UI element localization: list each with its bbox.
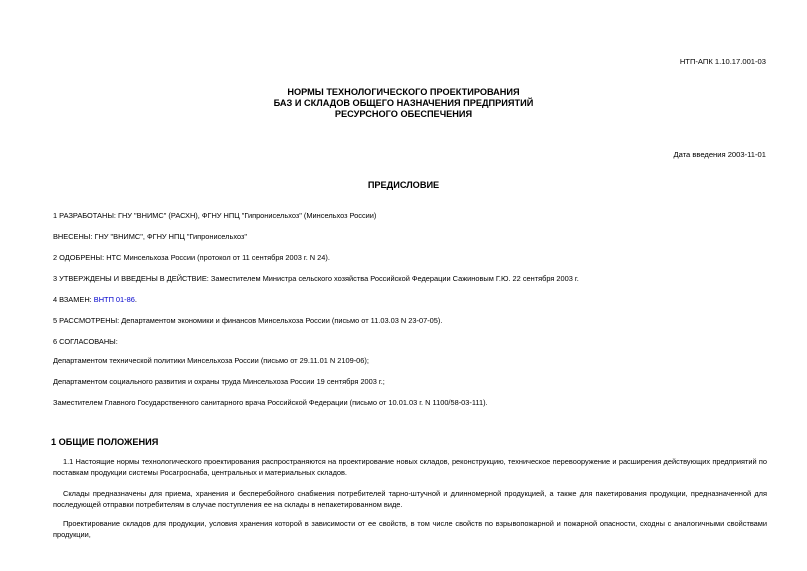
preface-replaced [53, 295, 137, 305]
introduction-date: Дата введения 2003-11-01 [673, 150, 766, 159]
document-title [0, 87, 807, 120]
preface-developed: 1 РАЗРАБОТАНЫ: ГНУ "ВНИМС" (РАСХН), ФГНУ НПЦ "Гипронисельхоз" (Минсельхоз России) [53, 211, 377, 220]
preface-enacted: 3 УТВЕРЖДЕНЫ И ВВЕДЕНЫ В ДЕЙСТВИЕ: Заместителем Министра сельского хозяйства Российской Федерации Сажиновым Г.Ю. 22 сентября 2003 г. [53, 274, 579, 283]
preface-reviewed: 5 РАССМОТРЕНЫ: Департаментом экономики и финансов Минсельхоза России (письмо от 11.03.03 N 23-07-05). [53, 316, 443, 325]
section-1-heading: 1 ОБЩИЕ ПОЛОЖЕНИЯ [51, 437, 159, 447]
preface-agreed-item-3: Заместителем Главного Государственного санитарного врача Российской Федерации (письмо от 10.01.03 г. N 1100/58-03-111). [53, 398, 488, 407]
replaced-prefix: 4 ВЗАМЕН: [53, 295, 94, 304]
preface-heading: ПРЕДИСЛОВИЕ [367, 180, 440, 190]
replaced-suffix: . [134, 295, 137, 304]
vntp-01-86-link[interactable]: ВНТП 01-86 [93, 295, 135, 304]
preface-approved: 2 ОДОБРЕНЫ: НТС Минсельхоза России (протокол от 11 сентября 2003 г. N 24). [53, 253, 330, 262]
document-code: НТП-АПК 1.10.17.001-03 [679, 57, 766, 66]
title-line-1: НОРМЫ ТЕХНОЛОГИЧЕСКОГО ПРОЕКТИРОВАНИЯ [287, 87, 520, 97]
preface-agreed-item-1: Департаментом технической политики Минсельхоза России (письмо от 29.11.01 N 2109-06); [53, 356, 369, 365]
section-1-paragraph-1: 1.1 Настоящие нормы технологического проектирования распространяются на проектирование новых складов, реконструкцию, техническое перевооружение и расширения действующих предприятий по поставкам продукции системы Росагроснаба, центральных и материальных складов. [53, 457, 767, 477]
preface-agreed: 6 СОГЛАСОВАНЫ: [53, 337, 118, 346]
title-line-2: БАЗ И СКЛАДОВ ОБЩЕГО НАЗНАЧЕНИЯ ПРЕДПРИЯТИЙ [273, 98, 534, 108]
section-1-paragraph-3: Проектирование складов для продукции, условия хранения которой в зависимости от ее свойств, в том числе свойств по взрывопожарной и пожарной опасности, сходны с аналогичными свойствами продукции, [53, 519, 767, 539]
preface-submitted: ВНЕСЕНЫ: ГНУ "ВНИМС", ФГНУ НПЦ "Гипронисельхоз" [53, 232, 247, 241]
preface-agreed-item-2: Департаментом социального развития и охраны труда Минсельхоза России 19 сентября 2003 г.; [53, 377, 385, 386]
section-1-paragraph-2: Склады предназначены для приема, хранения и бесперебойного снабжения потребителей тарно-штучной и длинномерной продукцией, а также для пакетирования продукции, предназначенной для последующей отправки потребителям в случае поступления ее на склады в непакетированном виде. [53, 489, 767, 509]
title-line-3: РЕСУРСНОГО ОБЕСПЕЧЕНИЯ [334, 109, 473, 119]
